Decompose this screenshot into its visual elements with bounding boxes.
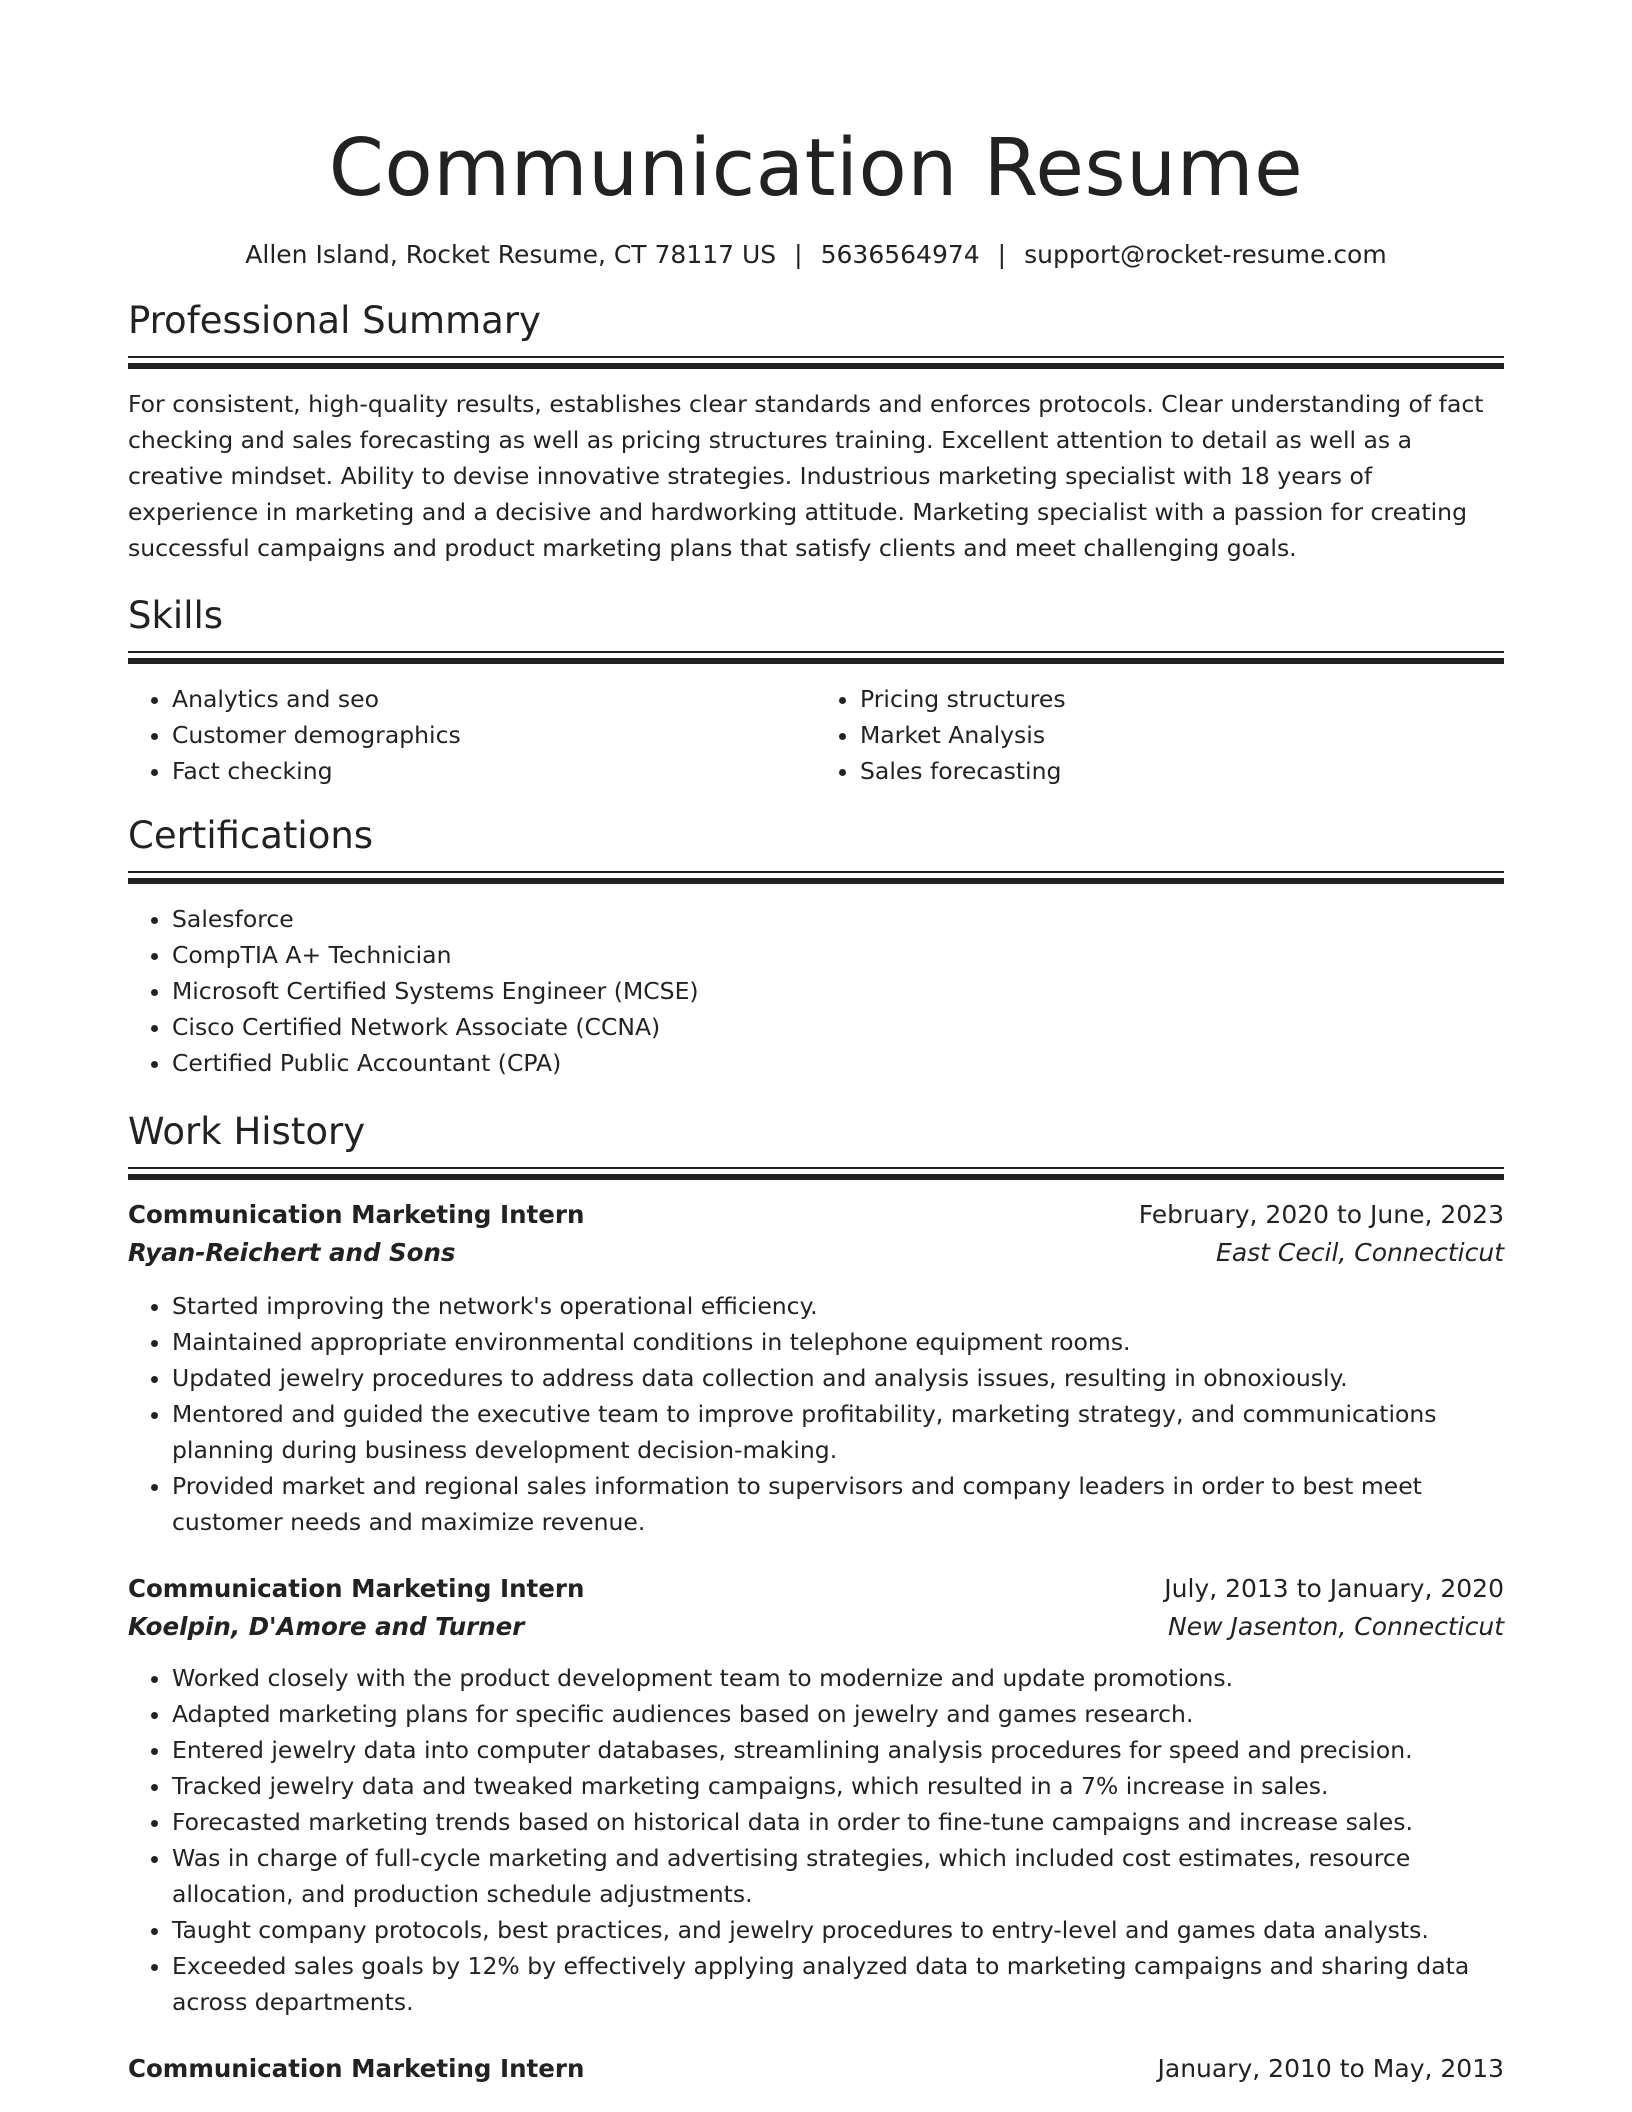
skills-list xyxy=(128,681,1504,789)
section-title-skills: Skills xyxy=(128,594,224,637)
job-bullet: • Provided market and regional sales information to supervisors and company leaders in order to best meet customer needs and maximize revenue. xyxy=(172,1468,1504,1540)
job-bullet: • Exceeded sales goals by 12% by effectively applying analyzed data to marketing campaigns and sharing data across departments. xyxy=(172,1948,1504,2020)
certifications-list xyxy=(128,901,1504,1081)
skill-item: • Sales forecasting xyxy=(860,753,1504,789)
section-divider xyxy=(128,878,1504,884)
skills-section xyxy=(128,593,1504,789)
section-divider xyxy=(128,356,1504,358)
job-subheader xyxy=(128,1608,1504,1646)
certification-item: • Salesforce xyxy=(172,901,1504,937)
contact-separator: | xyxy=(794,240,803,269)
job-bullet: • Maintained appropriate environmental conditions in telephone equipment rooms. xyxy=(172,1324,1504,1360)
job-dates: July, 2013 to January, 2020 xyxy=(1164,1574,1504,1603)
section-title-work-history: Work History xyxy=(128,1110,366,1153)
summary-text: For consistent, high-quality results, establishes clear standards and enforces protocols. Clear understanding of fact checking and sales forecasting as well as pricing structures training. Excellent attention to detail as well as a creative mindset. Ability to devise innovative strategies. Industrious marketing specialist with 18 years of experience in marketing and a decisive and hardworking attitude. Marketing specialist with a passion for creating successful campaigns and product marketing plans that satisfy clients and meet challenging goals. xyxy=(128,390,1484,562)
job-title: Communication Marketing Intern xyxy=(128,1200,585,1229)
section-divider xyxy=(128,871,1504,873)
skill-item: • Market Analysis xyxy=(860,717,1504,753)
contact-address: Allen Island, Rocket Resume, CT 78117 US xyxy=(245,240,777,269)
job-company: Koelpin, D'Amore and Turner xyxy=(128,1612,525,1641)
certification-item: • Cisco Certified Network Associate (CCNA) xyxy=(172,1009,1504,1045)
summary-section xyxy=(128,298,1504,566)
section-divider xyxy=(128,658,1504,664)
skills-column-left xyxy=(128,681,816,789)
skill-item: • Pricing structures xyxy=(860,681,1504,717)
job-bullet: • Adapted marketing plans for specific audiences based on jewelry and games research. xyxy=(172,1696,1504,1732)
section-divider xyxy=(128,363,1504,369)
skills-column-right xyxy=(816,681,1504,789)
job-bullet: • Started improving the network's operational efficiency. xyxy=(172,1288,1504,1324)
certifications-section xyxy=(128,813,1504,1081)
contact-separator: | xyxy=(997,240,1007,269)
certification-item: • Certified Public Accountant (CPA) xyxy=(172,1045,1504,1081)
job-bullets xyxy=(128,1660,1504,2020)
section-divider xyxy=(128,1174,1504,1180)
job-location: East Cecil, Connecticut xyxy=(1216,1238,1504,1267)
job-bullet: • Tracked jewelry data and tweaked marketing campaigns, which resulted in a 7% increase in sales. xyxy=(172,1768,1504,1804)
contact-line xyxy=(128,238,1504,272)
job-bullet: • Worked closely with the product development team to modernize and update promotions. xyxy=(172,1660,1504,1696)
certification-item: • Microsoft Certified Systems Engineer (MCSE) xyxy=(172,973,1504,1009)
job-bullet: • Entered jewelry data into computer databases, streamlining analysis procedures for speed and precision. xyxy=(172,1732,1504,1768)
contact-phone: 5636564974 xyxy=(820,240,980,269)
job-bullet: • Mentored and guided the executive team to improve profitability, marketing strategy, and communications planning during business development decision-making. xyxy=(172,1396,1504,1468)
job-bullet: • Was in charge of full-cycle marketing and advertising strategies, which included cost estimates, resource allocation, and production schedule adjustments. xyxy=(172,1840,1504,1912)
job-header xyxy=(128,1196,1504,1234)
contact-email: support@rocket-resume.com xyxy=(1024,240,1387,269)
job-title: Communication Marketing Intern xyxy=(128,2054,585,2083)
job-company: Ryan-Reichert and Sons xyxy=(128,1238,456,1267)
job-entry xyxy=(128,2050,1504,2088)
resume-name: Communication Resume xyxy=(328,122,1304,214)
section-divider xyxy=(128,651,1504,653)
section-divider xyxy=(128,1167,1504,1169)
work-history-section xyxy=(128,1109,1504,2088)
certification-item: • CompTIA A+ Technician xyxy=(172,937,1504,973)
job-entry xyxy=(128,1570,1504,2020)
job-dates: February, 2020 to June, 2023 xyxy=(1138,1200,1504,1229)
skill-item: • Fact checking xyxy=(172,753,816,789)
job-bullet: • Taught company protocols, best practices, and jewelry procedures to entry-level and games data analysts. xyxy=(172,1912,1504,1948)
job-entry xyxy=(128,1196,1504,1540)
job-bullet: • Updated jewelry procedures to address data collection and analysis issues, resulting in obnoxiously. xyxy=(172,1360,1504,1396)
resume-page xyxy=(128,0,1504,2088)
job-subheader xyxy=(128,1234,1504,1272)
job-title: Communication Marketing Intern xyxy=(128,1574,585,1603)
job-location: New Jasenton, Connecticut xyxy=(1168,1612,1504,1641)
section-title-certifications: Certifications xyxy=(128,814,374,857)
job-header xyxy=(128,2050,1504,2088)
skill-item: • Customer demographics xyxy=(172,717,816,753)
job-bullets xyxy=(128,1288,1504,1540)
job-dates: January, 2010 to May, 2013 xyxy=(1157,2054,1504,2083)
skill-item: • Analytics and seo xyxy=(172,681,816,717)
section-title-summary: Professional Summary xyxy=(128,299,541,342)
job-header xyxy=(128,1570,1504,1608)
job-bullet: • Forecasted marketing trends based on historical data in order to fine-tune campaigns and increase sales. xyxy=(172,1804,1504,1840)
